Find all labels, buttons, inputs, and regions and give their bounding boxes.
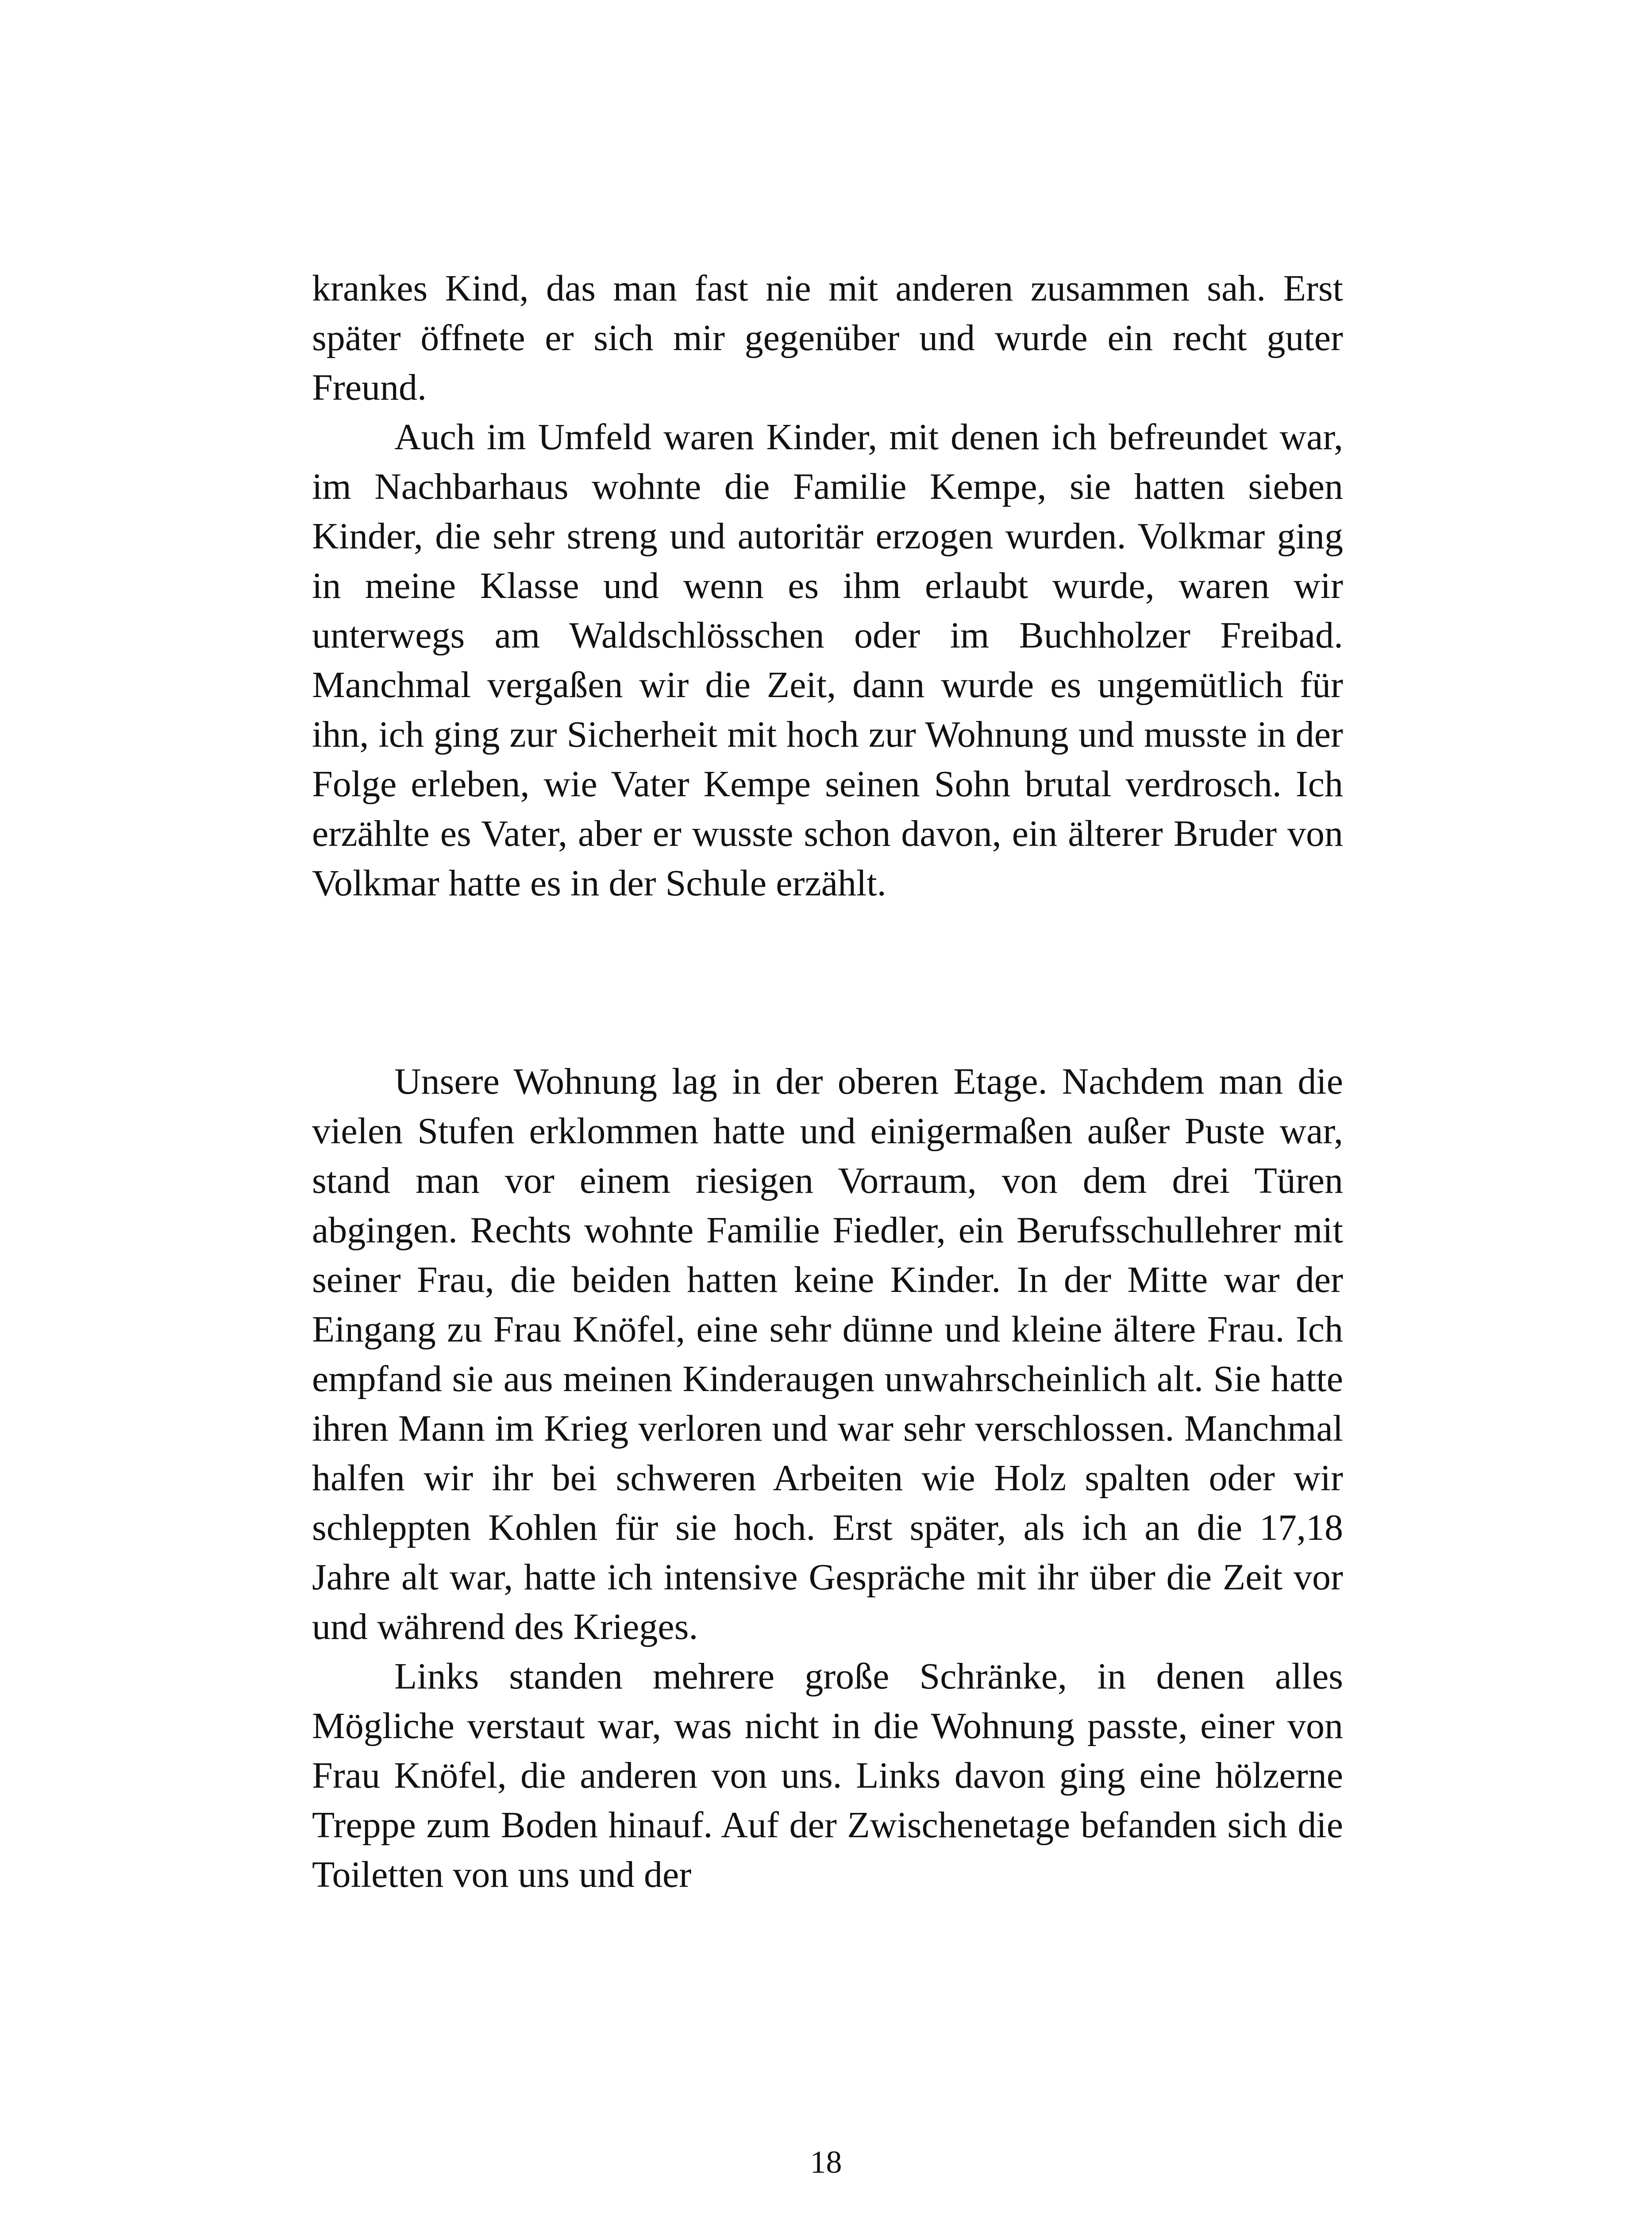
paragraph-schraenke: Links standen mehrere große Schränke, in denen alles Mögliche verstaut war, was nicht in die Wohnung passte, einer von Frau Knöfel, die anderen von uns. Links davon ging eine hölzerne Treppe zum Boden hinauf. Auf der Zwischenetage befanden sich die Toiletten von uns und der [312, 1656, 1343, 1895]
paragraph-wohnung: Unsere Wohnung lag in der oberen Etage. Nachdem man die vielen Stufen erklommen hatte und einigermaßen außer Puste war, stand man vor einem riesigen Vorraum, von dem drei Türen abgingen. Rechts wohnte Familie Fiedler, ein Berufsschullehrer mit seiner Frau, die beiden hatten keine Kinder. In der Mitte war der Eingang zu Frau Knöfel, eine sehr dünne und kleine ältere Frau. Ich empfand sie aus meinen Kinderaugen unwahrscheinlich alt. Sie hatte ihren Mann im Krieg verloren und war sehr verschlossen. Manchmal halfen wir ihr bei schweren Arbeiten wie Holz spalten oder wir schleppten Kohlen für sie hoch. Erst später, als ich an die 17,18 Jahre alt war, hatte ich intensive Gespräche mit ihr über die Zeit vor und während des Krieges. [312, 1061, 1343, 1647]
paragraph-continuation: krankes Kind, das man fast nie mit anderen zusammen sah. Erst später öffnete er sich mir gegenüber und wurde ein recht guter Freund. [312, 268, 1343, 408]
page-number: 18 [810, 2144, 842, 2180]
paragraph-kempe: Auch im Umfeld waren Kinder, mit denen ich befreundet war, im Nachbarhaus wohnte die Familie Kempe, sie hatten sieben Kinder, die sehr streng und autoritär erzogen wurden. Volkmar ging in meine Klasse und wenn es ihm erlaubt wurde, waren wir unterwegs am Waldschlösschen oder im Buchholzer Freibad. Manchmal vergaßen wir die Zeit, dann wurde es ungemütlich für ihn, ich ging zur Sicherheit mit hoch zur Wohnung und musste in der Folge erleben, wie Vater Kempe seinen Sohn brutal verdrosch. Ich erzählte es Vater, aber er wusste schon davon, ein älterer Bruder von Volkmar hatte es in der Schule erzählt. [312, 416, 1343, 904]
text-section-2 [312, 1057, 1343, 1900]
text-section-1 [312, 264, 1343, 908]
